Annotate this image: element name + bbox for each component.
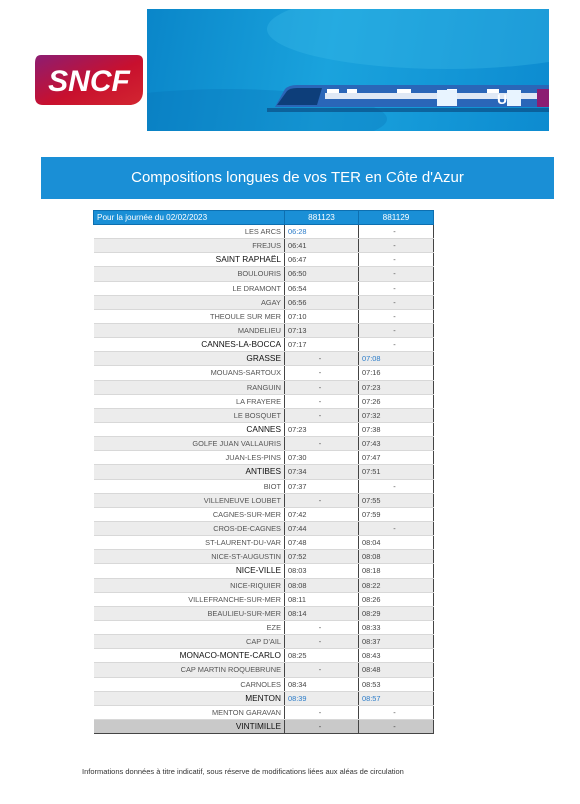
train-881123-time: - [285,620,359,634]
svg-text:U: U [497,91,508,107]
station-cell: MENTON [94,691,285,705]
table-row [94,239,434,253]
table-row [94,451,434,465]
train-881123-time: 08:14 [285,606,359,620]
train-881129-time: 07:59 [359,507,434,521]
table-row [94,564,434,578]
station-cell: NICE-VILLE [94,564,285,578]
station-cell: BIOT [94,479,285,493]
table-row [94,253,434,267]
logo-text: SNCF [48,65,130,98]
table-row [94,592,434,606]
train-881129-time: 07:16 [359,366,434,380]
train-881129-time: - [359,225,434,239]
train-881129-time: 08:29 [359,606,434,620]
station-cell: CANNES [94,422,285,436]
train-881129-time: 07:23 [359,380,434,394]
train-881129-time: 08:22 [359,578,434,592]
table-row [94,719,434,733]
train-881129-time: 08:37 [359,635,434,649]
station-cell: CANNES-LA-BOCCA [94,338,285,352]
train-881129-time: 08:08 [359,550,434,564]
train-881123-time: - [285,705,359,719]
station-cell: AGAY [94,295,285,309]
train-881129-time: 08:33 [359,620,434,634]
train-881129-time: - [359,239,434,253]
train-881123-time: 07:34 [285,465,359,479]
table-row [94,267,434,281]
train-881123-time: 06:54 [285,281,359,295]
timetable-header [94,211,434,225]
station-cell: CAP MARTIN ROQUEBRUNE [94,663,285,677]
header-banner [147,9,549,131]
train-number-881129: 881129 [359,211,434,225]
station-cell: CAP D'AIL [94,635,285,649]
train-881123-time: 08:39 [285,691,359,705]
table-row [94,705,434,719]
station-cell: VILLEFRANCHE-SUR-MER [94,592,285,606]
table-row [94,408,434,422]
train-881129-time: 07:32 [359,408,434,422]
page-title: Compositions longues de vos TER en Côte d'Azur [41,157,554,199]
table-row [94,550,434,564]
station-cell: MONACO-MONTE-CARLO [94,649,285,663]
station-cell: MENTON GARAVAN [94,705,285,719]
train-881129-time: 07:26 [359,394,434,408]
table-row [94,465,434,479]
train-881123-time: 07:48 [285,536,359,550]
train-881129-time: - [359,338,434,352]
station-cell: NICE-ST-AUGUSTIN [94,550,285,564]
train-881123-time: - [285,352,359,366]
train-881129-time: 07:08 [359,352,434,366]
train-881123-time: 06:56 [285,295,359,309]
train-881129-time: - [359,295,434,309]
train-881129-time: - [359,267,434,281]
table-row [94,691,434,705]
table-row [94,606,434,620]
station-cell: ST-LAURENT-DU-VAR [94,536,285,550]
station-cell: FREJUS [94,239,285,253]
train-881123-time: 08:03 [285,564,359,578]
train-881129-time: 07:51 [359,465,434,479]
train-881129-time: 08:48 [359,663,434,677]
table-row [94,479,434,493]
train-881129-time: - [359,479,434,493]
station-cell: SAINT RAPHAËL [94,253,285,267]
train-881123-time: 07:10 [285,309,359,323]
station-cell: GRASSE [94,352,285,366]
train-881123-time: - [285,366,359,380]
train-881123-time: 06:41 [285,239,359,253]
table-row [94,620,434,634]
table-row [94,663,434,677]
station-cell: ANTIBES [94,465,285,479]
train-881129-time: 08:26 [359,592,434,606]
table-row [94,338,434,352]
train-881123-time: 07:42 [285,507,359,521]
train-881123-time: 08:08 [285,578,359,592]
train-881123-time: 07:44 [285,521,359,535]
train-881123-time: - [285,437,359,451]
table-row [94,352,434,366]
train-881123-time: 07:52 [285,550,359,564]
train-881123-time: 06:47 [285,253,359,267]
train-881129-time: - [359,309,434,323]
station-cell: MOUANS-SARTOUX [94,366,285,380]
station-cell: LE BOSQUET [94,408,285,422]
station-cell: GOLFE JUAN VALLAURIS [94,437,285,451]
train-881129-time: 07:38 [359,422,434,436]
timetable [93,210,434,734]
table-row [94,394,434,408]
station-cell: LE DRAMONT [94,281,285,295]
train-881129-time: 07:47 [359,451,434,465]
station-cell: BEAULIEU-SUR-MER [94,606,285,620]
train-881123-time: 07:30 [285,451,359,465]
table-row [94,493,434,507]
train-881123-time: 08:11 [285,592,359,606]
station-cell: RANGUIN [94,380,285,394]
station-cell: CAGNES-SUR-MER [94,507,285,521]
station-cell: VINTIMILLE [94,719,285,733]
train-881123-time: - [285,394,359,408]
train-881123-time: - [285,719,359,733]
table-row [94,437,434,451]
disclaimer: Informations données à titre indicatif, sous réserve de modifications liées aux aléas de circulation [82,767,404,776]
table-row [94,309,434,323]
table-row [94,366,434,380]
train-881123-time: 07:37 [285,479,359,493]
train-881129-time: - [359,323,434,337]
table-row [94,225,434,239]
train-illustration [147,9,549,131]
table-row [94,536,434,550]
train-881129-time: 08:53 [359,677,434,691]
train-881123-time: - [285,380,359,394]
train-881129-time: 07:55 [359,493,434,507]
station-cell: NICE-RIQUIER [94,578,285,592]
station-cell: LA FRAYERE [94,394,285,408]
train-881129-time: - [359,281,434,295]
table-row [94,323,434,337]
train-881129-time: 08:04 [359,536,434,550]
station-cell: LES ARCS [94,225,285,239]
station-cell: THEOULE SUR MER [94,309,285,323]
table-row [94,380,434,394]
station-cell: JUAN-LES-PINS [94,451,285,465]
train-881129-time: - [359,719,434,733]
station-cell: CROS-DE-CAGNES [94,521,285,535]
sncf-logo [33,51,145,109]
train-881129-time: 08:43 [359,649,434,663]
train-881123-time: 07:17 [285,338,359,352]
train-881129-time: 08:57 [359,691,434,705]
train-881123-time: 06:28 [285,225,359,239]
station-cell: MANDELIEU [94,323,285,337]
table-row [94,507,434,521]
train-number-881123: 881123 [285,211,359,225]
table-row [94,281,434,295]
train-881123-time: 06:50 [285,267,359,281]
table-row [94,677,434,691]
train-881123-time: 07:13 [285,323,359,337]
train-881123-time: - [285,663,359,677]
table-row [94,649,434,663]
train-881123-time: 08:25 [285,649,359,663]
train-881123-time: 08:34 [285,677,359,691]
train-881129-time: - [359,253,434,267]
station-cell: BOULOURIS [94,267,285,281]
station-cell: VILLENEUVE LOUBET [94,493,285,507]
table-row [94,635,434,649]
train-881123-time: 07:23 [285,422,359,436]
table-row [94,295,434,309]
train-881123-time: - [285,635,359,649]
train-881123-time: - [285,493,359,507]
train-881123-time: - [285,408,359,422]
station-cell: CARNOLES [94,677,285,691]
day-header: Pour la journée du 02/02/2023 [94,211,285,225]
table-row [94,578,434,592]
train-881129-time: 08:18 [359,564,434,578]
train-881129-time: - [359,705,434,719]
table-row [94,422,434,436]
train-881129-time: 07:43 [359,437,434,451]
station-cell: EZE [94,620,285,634]
table-row [94,521,434,535]
train-881129-time: - [359,521,434,535]
